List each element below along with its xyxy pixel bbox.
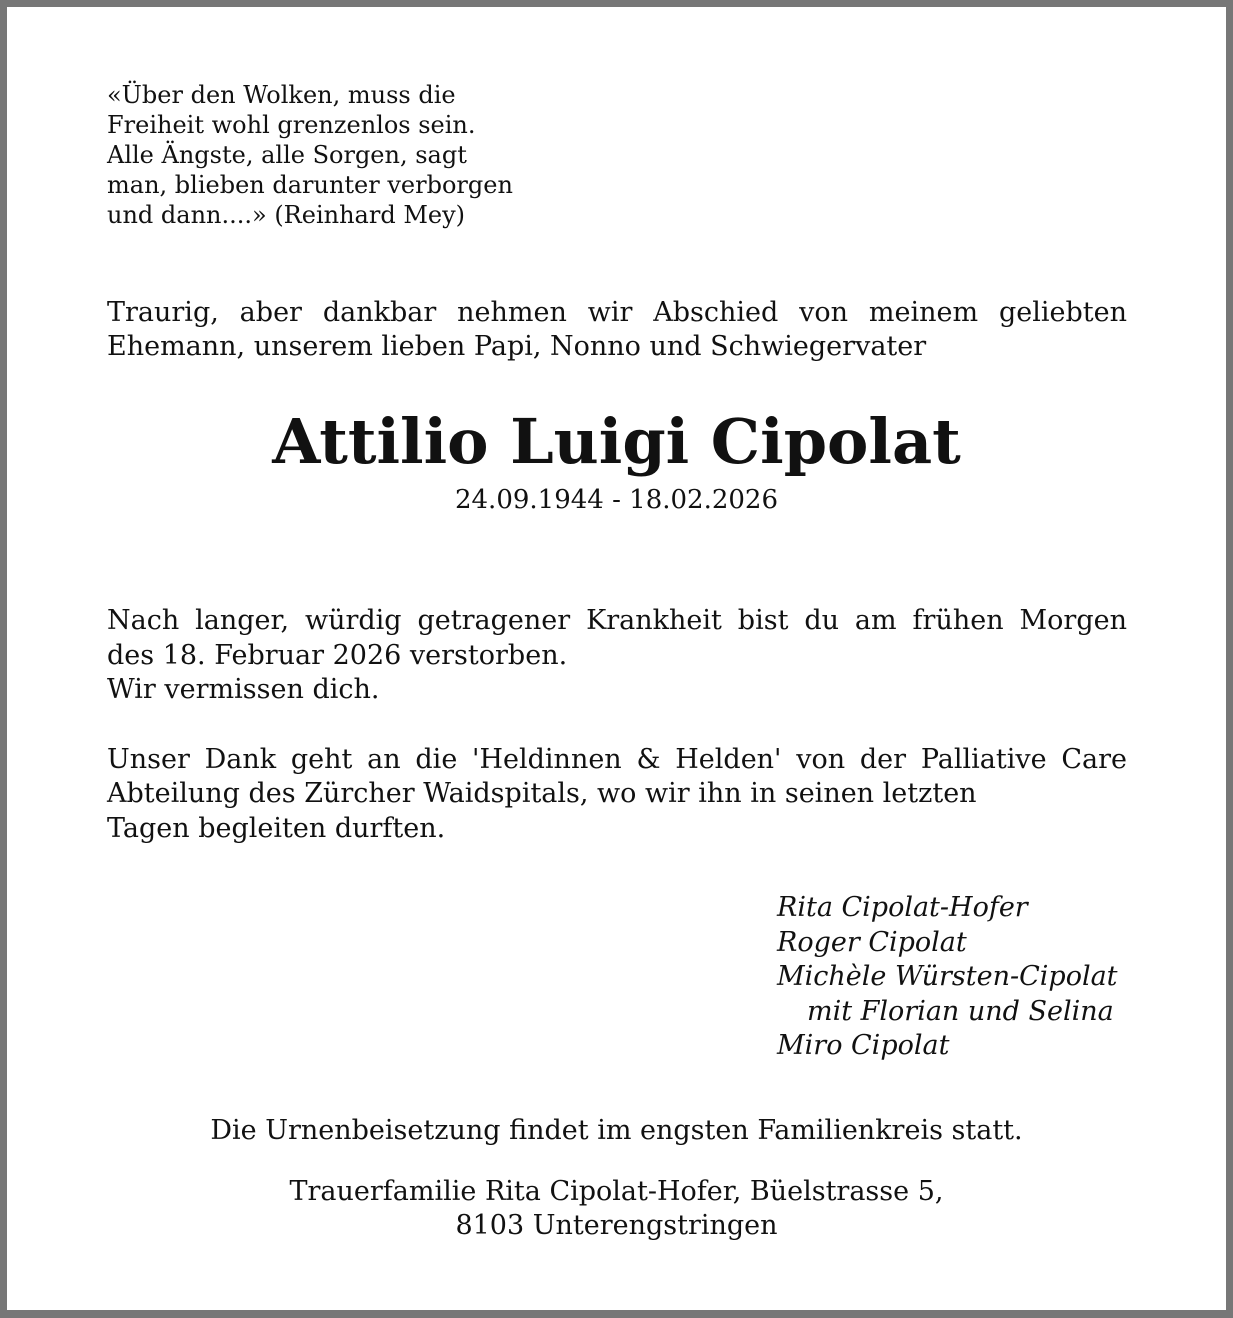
intro-line: Ehemann, unserem lieben Papi, Nonno und Schwiegervater bbox=[107, 331, 927, 362]
address-line: Trauerfamilie Rita Cipolat-Hofer, Büelstrasse 5, bbox=[289, 1176, 944, 1207]
signature: Rita Cipolat-Hofer bbox=[777, 892, 1028, 923]
quote-line: Alle Ängste, alle Sorgen, sagt bbox=[107, 141, 467, 169]
paragraph-line: Wir vermissen dich. bbox=[107, 674, 380, 705]
deceased-name: Attilio Luigi Cipolat bbox=[272, 405, 961, 478]
paragraph-line: Nach langer, würdig getragener Krankheit bist du am frühen Morgen bbox=[107, 605, 1127, 636]
intro-line: Traurig, aber dankbar nehmen wir Abschied von meinem geliebten bbox=[107, 297, 1127, 328]
paragraph-line: des 18. Februar 2026 verstorben. bbox=[107, 640, 568, 671]
obituary-page bbox=[7, 7, 1226, 1310]
quote-line: man, blieben darunter verborgen bbox=[107, 171, 513, 199]
quote-line: «Über den Wolken, muss die bbox=[107, 81, 456, 109]
signature: Miro Cipolat bbox=[777, 1030, 950, 1061]
quote-line: Freiheit wohl grenzenlos sein. bbox=[107, 111, 476, 139]
signature: Roger Cipolat bbox=[777, 927, 967, 958]
signature: Michèle Würsten-Cipolat bbox=[777, 961, 1118, 992]
burial-note: Die Urnenbeisetzung findet im engsten Familienkreis statt. bbox=[210, 1115, 1023, 1146]
life-dates: 24.09.1944 - 18.02.2026 bbox=[454, 485, 779, 515]
thanks-line: Tagen begleiten durften. bbox=[107, 813, 446, 844]
thanks-line: Unser Dank geht an die 'Heldinnen & Helden' von der Palliative Care bbox=[107, 744, 1127, 775]
thanks-line: Abteilung des Zürcher Waidspitals, wo wir ihn in seinen letzten bbox=[107, 778, 977, 809]
address-line: 8103 Unterengstringen bbox=[455, 1210, 778, 1241]
quote-line: und dann....» (Reinhard Mey) bbox=[107, 201, 466, 229]
signature: mit Florian und Selina bbox=[807, 996, 1114, 1027]
